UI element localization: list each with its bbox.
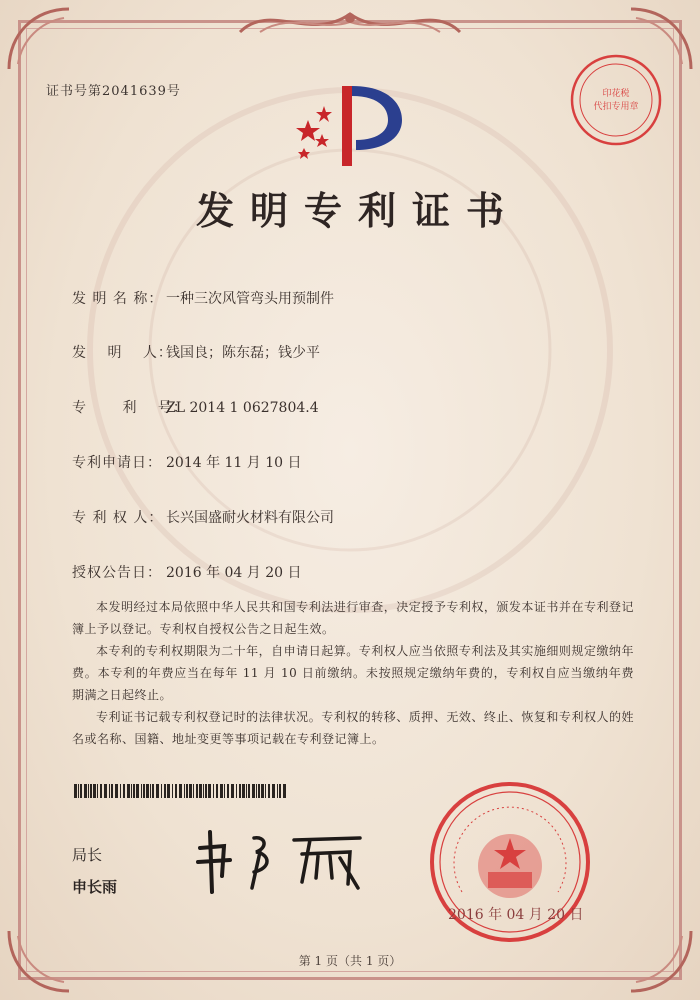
body-paragraph: 专利证书记载专利权登记时的法律状况。专利权的转移、质押、无效、终止、恢复和专利权人的姓名或名称、国籍、地址变更等事项记载在专利登记簿上。: [72, 710, 634, 746]
certificate-number: 证书号第2041639号: [46, 84, 181, 99]
field-label: 专利申请日：: [72, 455, 162, 471]
body-paragraph: 本专利的专利权期限为二十年，自申请日起算。专利权人应当依照专利法及其实施细则规定缴纳年费。本专利的年费应当在每年 11 月 10 日前缴纳。未按照规定缴纳年费的，专利权自应当缴纳年费期满之日起终止。: [72, 644, 634, 702]
field-value: 一种三次风管弯头用预制件: [166, 291, 334, 307]
field-value: 2014 年 11 月 10 日: [166, 455, 302, 471]
field-label: 发 明 人：: [72, 345, 173, 361]
field-value: ZL 2014 1 0627804.4: [166, 400, 319, 416]
seal-date: 2016 年 04 月 20 日: [448, 907, 584, 923]
barcode-icon: [74, 784, 286, 798]
field-label: 发 明 名 称：: [72, 291, 164, 307]
director-name: 申长雨: [72, 878, 118, 896]
body-paragraphs: [72, 596, 634, 750]
field-grant-date: [72, 562, 302, 582]
field-value: 2016 年 04 月 20 日: [166, 565, 302, 581]
corner-ornament-icon: [4, 4, 74, 74]
top-ornament-icon: [230, 2, 470, 42]
signature-icon: [190, 818, 370, 898]
page-number: 第 1 页（共 1 页）: [298, 954, 402, 968]
svg-text:代扣专用章: 代扣专用章: [593, 102, 639, 112]
svg-text:印花税: 印花税: [602, 89, 630, 99]
field-application-date: [72, 452, 302, 472]
patent-office-logo-icon: [294, 82, 406, 172]
certificate-title: 发明专利证书: [195, 188, 520, 233]
field-label: 专 利 号：: [72, 400, 188, 416]
field-label: 专 利 权 人：: [72, 510, 164, 526]
field-value: 长兴国盛耐火材料有限公司: [166, 510, 334, 526]
field-patentee: [72, 507, 334, 527]
director-title: 局长: [72, 846, 103, 864]
field-label: 授权公告日：: [72, 565, 162, 581]
field-patent-number: [72, 397, 319, 417]
tax-stamp-icon: [568, 52, 664, 148]
body-paragraph: 本发明经过本局依照中华人民共和国专利法进行审查，决定授予专利权，颁发本证书并在专利登记簿上予以登记。专利权自授权公告之日起生效。: [72, 600, 634, 636]
field-inventors: [72, 342, 320, 362]
field-value: 钱国良；陈东磊；钱少平: [166, 345, 320, 361]
field-invention-name: [72, 288, 334, 308]
